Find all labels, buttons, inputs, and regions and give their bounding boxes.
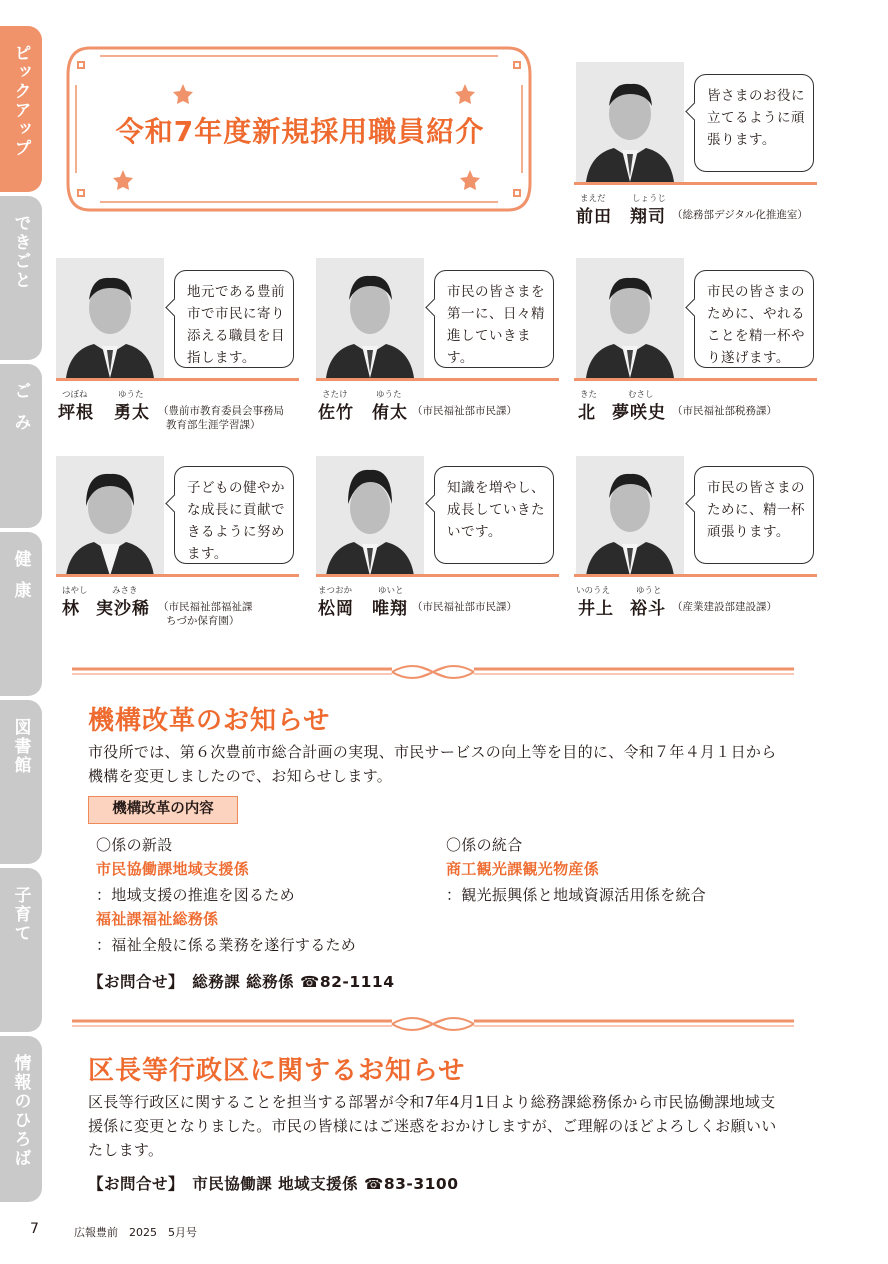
staff-dept: （総務部デジタル化推進室） <box>672 209 808 221</box>
publication-name: 広報豊前 2025 5月号 <box>74 1226 197 1239</box>
person-silhouette <box>56 258 164 378</box>
reform-contact: 【お問合せ】 総務課 総務係 ☎82-1114 <box>88 973 395 991</box>
staff-family-name: 井上 <box>578 599 614 619</box>
staff-dept-line2: ちづか保育園） <box>166 615 240 627</box>
tab-label: 図書館 <box>10 718 31 775</box>
staff-photo <box>56 456 164 576</box>
page-title: 令和7年度新規採用職員紹介 <box>115 115 485 148</box>
card-rule <box>56 574 299 577</box>
staff-message: 地元である豊前市で市民に寄り添える職員を目指します。 <box>187 284 285 366</box>
speech-bubble <box>174 466 294 564</box>
ruby-given: しょうじ <box>632 194 667 204</box>
staff-message: 子どもの健やかな成長に貢献できるように努めます。 <box>187 480 285 562</box>
staff-photo <box>56 258 164 378</box>
staff-family-name: 松岡 <box>318 599 354 619</box>
person-silhouette <box>576 456 684 576</box>
staff-family-name: 北 <box>578 403 596 423</box>
staff-dept: （市民福祉部市民課） <box>412 405 517 417</box>
staff-family-name: 前田 <box>576 207 612 227</box>
ruby-given: ゆうた <box>376 390 402 400</box>
bubble-tail <box>425 298 443 316</box>
ruby-family: つぼね <box>62 390 88 400</box>
ruby-given: むさし <box>628 390 654 400</box>
staff-given-name: 裕斗 <box>630 599 666 619</box>
ruby-family: いのうえ <box>576 586 611 596</box>
staff-message: 皆さまのお役に立てるように頑張ります。 <box>707 88 805 148</box>
page-number: 7 <box>30 1221 39 1237</box>
staff-given-name: 勇太 <box>114 403 150 423</box>
merge-item-name: 商工観光課観光物産係 <box>446 860 600 878</box>
bubble-tail <box>425 494 443 512</box>
district-body: 区長等行政区に関することを担当する部署が令和7年4月1日より総務課総務係から市民協働課地域支援係に変更となりました。市民の皆様にはご迷惑をおかけしますが、ご理解のほどよろしくお願いいたします。 <box>88 1093 777 1159</box>
new-item-name: 福祉課福祉総務係 <box>96 910 219 928</box>
staff-dept-line2: 教育部生涯学習課） <box>166 419 261 431</box>
ruby-given: ゆうと <box>636 586 662 596</box>
bubble-tail <box>165 298 183 316</box>
staff-family-name: 佐竹 <box>318 403 354 423</box>
tab-events[interactable] <box>0 196 42 360</box>
new-section-heading: 〇係の新設 <box>96 836 173 854</box>
tab-childcare[interactable] <box>0 868 42 1032</box>
ruby-given: ゆいと <box>378 586 404 596</box>
bubble-tail <box>685 298 703 316</box>
staff-dept: （市民福祉部福祉課 <box>158 601 253 613</box>
bubble-tail <box>685 102 703 120</box>
staff-dept: （豊前市教育委員会事務局 <box>158 405 284 417</box>
speech-bubble <box>694 270 814 368</box>
ruby-family: まつおか <box>318 586 353 596</box>
tab-label: ピックアップ <box>10 44 31 158</box>
card-rule <box>316 574 559 577</box>
ruby-family: さたけ <box>322 390 348 400</box>
speech-bubble <box>174 270 294 368</box>
ruby-family: まえだ <box>580 194 606 204</box>
staff-message: 市民の皆さまのために、精一杯頑張ります。 <box>707 480 805 540</box>
card-rule <box>56 378 299 381</box>
merge-item-desc: ：観光振興係と地域資源活用係を統合 <box>446 886 707 904</box>
staff-dept: （市民福祉部市民課） <box>412 601 517 613</box>
person-silhouette <box>316 456 424 576</box>
staff-photo <box>576 258 684 378</box>
new-item-name: 市民協働課地域支援係 <box>96 860 250 878</box>
tab-label: 情報のひろば <box>10 1054 31 1168</box>
person-silhouette <box>576 258 684 378</box>
staff-family-name: 林 <box>62 599 80 619</box>
district-contact: 【お問合せ】 市民協働課 地域支援係 ☎83-3100 <box>88 1175 459 1193</box>
card-rule <box>316 378 559 381</box>
reform-content-label: 機構改革の内容 <box>88 796 238 824</box>
ruby-family: きた <box>580 390 598 400</box>
tab-library[interactable] <box>0 700 42 864</box>
staff-family-name: 坪根 <box>58 403 94 423</box>
bubble-tail <box>165 494 183 512</box>
speech-bubble <box>694 466 814 564</box>
card-rule <box>574 574 817 577</box>
staff-photo <box>316 258 424 378</box>
staff-photo <box>576 456 684 576</box>
tab-info-plaza[interactable] <box>0 1036 42 1202</box>
section-heading-district: 区長等行政区に関するお知らせ <box>88 1056 466 1086</box>
tab-label: 健康 <box>10 550 31 612</box>
ruby-given: ゆうた <box>118 390 144 400</box>
staff-message: 市民の皆さまを第一に、日々精進していきます。 <box>447 284 545 366</box>
section-heading-reform: 機構改革のお知らせ <box>88 706 331 736</box>
staff-dept: （市民福祉部税務課） <box>672 405 777 417</box>
merge-section-heading: 〇係の統合 <box>446 836 523 854</box>
card-rule <box>574 378 817 381</box>
tab-pickup[interactable] <box>0 26 42 192</box>
staff-given-name: 侑太 <box>372 403 408 423</box>
reform-body: 市役所では、第６次豊前市総合計画の実現、市民サービスの向上等を目的に、令和７年４月１日から機構を変更しましたので、お知らせします。 <box>88 743 777 785</box>
staff-photo <box>576 62 684 182</box>
staff-given-name: 夢咲史 <box>612 403 666 423</box>
person-silhouette <box>576 62 684 182</box>
ornament-divider <box>72 1014 794 1034</box>
ruby-family: はやし <box>62 586 88 596</box>
staff-given-name: 唯翔 <box>372 599 408 619</box>
speech-bubble <box>434 270 554 368</box>
ornament-divider <box>72 662 794 682</box>
staff-given-name: 翔司 <box>630 207 666 227</box>
staff-given-name: 実沙稀 <box>96 599 150 619</box>
ruby-given: みさき <box>112 586 138 596</box>
new-item-desc: ：地域支援の推進を図るため <box>96 886 295 904</box>
speech-bubble <box>434 466 554 564</box>
card-rule <box>574 182 817 185</box>
tab-label: 子育て <box>10 886 31 943</box>
tab-label: できごと <box>10 214 31 290</box>
staff-message: 市民の皆さまのために、やれることを精一杯やり遂げます。 <box>707 284 805 366</box>
staff-message: 知識を増やし、成長していきたいです。 <box>447 480 545 540</box>
new-item-desc: ：福祉全般に係る業務を遂行するため <box>96 936 357 954</box>
tab-garbage[interactable] <box>0 364 42 528</box>
bubble-tail <box>685 494 703 512</box>
tab-label: ごみ <box>10 382 31 444</box>
tab-health[interactable] <box>0 532 42 696</box>
staff-photo <box>316 456 424 576</box>
staff-dept: （産業建設部建設課） <box>672 601 777 613</box>
speech-bubble <box>694 74 814 172</box>
person-silhouette <box>316 258 424 378</box>
person-silhouette <box>56 456 164 576</box>
